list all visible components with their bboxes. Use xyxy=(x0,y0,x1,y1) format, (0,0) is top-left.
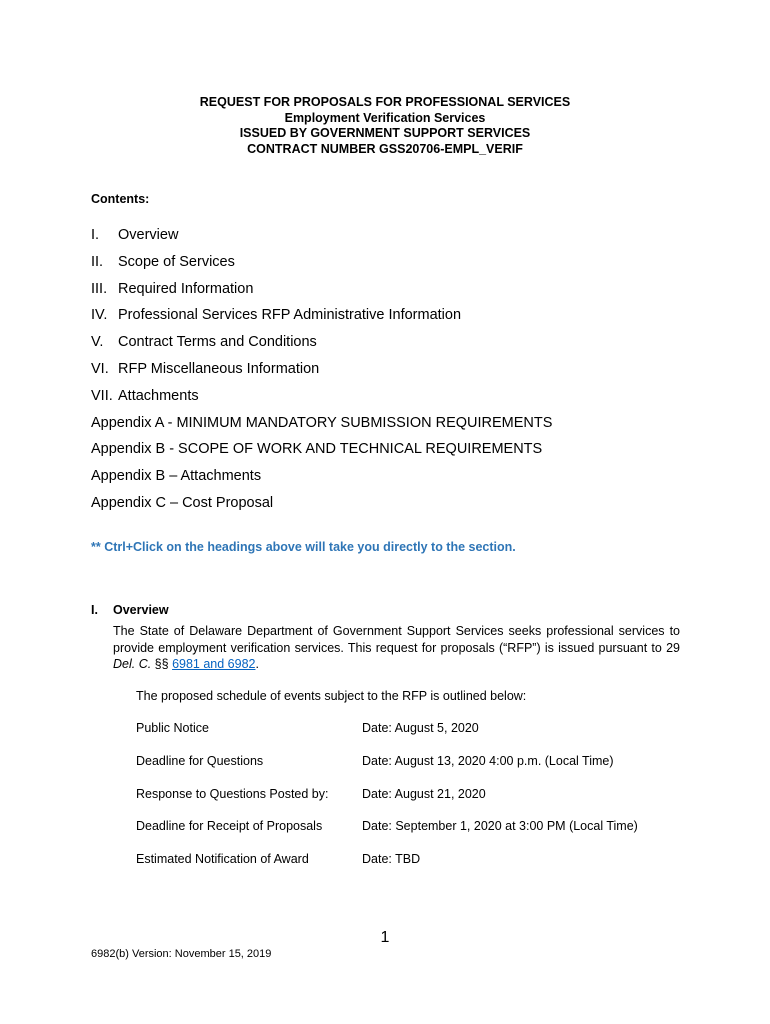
schedule-date: Date: August 13, 2020 4:00 p.m. (Local Time) xyxy=(362,753,614,768)
toc-item-text: Scope of Services xyxy=(118,253,235,270)
toc-item-appendix-c[interactable] xyxy=(91,494,552,521)
toc-item-number: III. xyxy=(91,280,108,297)
schedule-event: Estimated Notification of Award xyxy=(136,852,309,867)
footer-version: 6982(b) Version: November 15, 2019 xyxy=(91,948,272,960)
toc-item-text: Overview xyxy=(118,227,179,243)
table-of-contents xyxy=(91,226,552,521)
toc-item-number: IV. xyxy=(91,307,108,324)
schedule-date: Date: TBD xyxy=(362,852,421,867)
toc-item-appendix-b-attachments[interactable] xyxy=(91,467,552,494)
schedule-row xyxy=(136,852,638,885)
toc-item-text: Appendix B – Attachments xyxy=(91,468,262,485)
schedule-intro: The proposed schedule of events subject to the RFP is outlined below: xyxy=(136,689,527,703)
toc-item-scope-of-services[interactable] xyxy=(91,253,552,280)
toc-item-attachments[interactable] xyxy=(91,387,552,414)
toc-item-required-information[interactable] xyxy=(91,280,552,307)
header-title: REQUEST FOR PROPOSALS FOR PROFESSIONAL SERVICES xyxy=(199,95,571,109)
overview-paragraph xyxy=(113,623,680,673)
contents-label: Contents: xyxy=(91,192,150,206)
section-heading-overview xyxy=(91,603,169,617)
toc-item-number: II. xyxy=(91,253,104,270)
schedule-date: Date: September 1, 2020 at 3:00 PM (Local Time) xyxy=(362,819,638,834)
toc-item-number: I. xyxy=(91,227,100,243)
paragraph-text: The State of Delaware Department of Government Support Services seeks professional services to provide employment verification services. This request for proposals (“RFP”) is issued pursuant to 29 xyxy=(113,624,680,655)
schedule-event: Deadline for Questions xyxy=(136,753,264,768)
toc-item-overview[interactable] xyxy=(91,226,552,253)
navigation-note: ** Ctrl+Click on the headings above will take you directly to the section. xyxy=(91,540,516,554)
schedule-date: Date: August 5, 2020 xyxy=(362,721,479,735)
toc-item-text: Appendix C – Cost Proposal xyxy=(91,494,274,511)
schedule-row xyxy=(136,721,638,754)
section-number: I. xyxy=(91,603,98,617)
statute-link[interactable]: 6981 and 6982 xyxy=(172,657,256,671)
citation-code: Del. C. xyxy=(113,657,152,671)
section-symbol: §§ xyxy=(151,657,173,671)
toc-item-administrative-information[interactable] xyxy=(91,306,552,333)
schedule-event: Deadline for Receipt of Proposals xyxy=(136,819,323,834)
toc-item-text: Appendix A - MINIMUM MANDATORY SUBMISSION REQUIREMENTS xyxy=(91,414,553,431)
schedule-row xyxy=(136,787,638,820)
schedule-row xyxy=(136,819,638,852)
header-issuer: ISSUED BY GOVERNMENT SUPPORT SERVICES xyxy=(239,126,531,140)
toc-item-miscellaneous-information[interactable] xyxy=(91,360,552,387)
schedule-table xyxy=(136,721,638,885)
page-number: 1 xyxy=(380,929,390,946)
document-header xyxy=(0,95,770,157)
toc-item-number: VII. xyxy=(91,387,113,404)
header-subtitle: Employment Verification Services xyxy=(284,110,486,125)
toc-item-contract-terms[interactable] xyxy=(91,333,552,360)
header-contract-number: CONTRACT NUMBER GSS20706-EMPL_VERIF xyxy=(247,141,523,156)
schedule-event: Response to Questions Posted by: xyxy=(136,786,329,801)
schedule-date: Date: August 21, 2020 xyxy=(362,786,486,801)
toc-item-text: Required Information xyxy=(118,280,254,297)
toc-item-appendix-b[interactable] xyxy=(91,440,552,467)
toc-item-text: Professional Services RFP Administrative Information xyxy=(118,307,462,324)
schedule-event: Public Notice xyxy=(136,721,209,735)
schedule-row xyxy=(136,754,638,787)
toc-item-text: Appendix B - SCOPE OF WORK AND TECHNICAL REQUIREMENTS xyxy=(91,441,543,458)
toc-item-text: Contract Terms and Conditions xyxy=(118,334,317,351)
toc-item-text: Attachments xyxy=(118,387,199,404)
toc-item-appendix-a[interactable] xyxy=(91,414,552,441)
paragraph-end: . xyxy=(255,657,259,671)
toc-item-number: V. xyxy=(91,334,104,351)
section-title: Overview xyxy=(113,603,169,617)
toc-item-number: VI. xyxy=(91,360,109,377)
toc-item-text: RFP Miscellaneous Information xyxy=(118,360,320,377)
